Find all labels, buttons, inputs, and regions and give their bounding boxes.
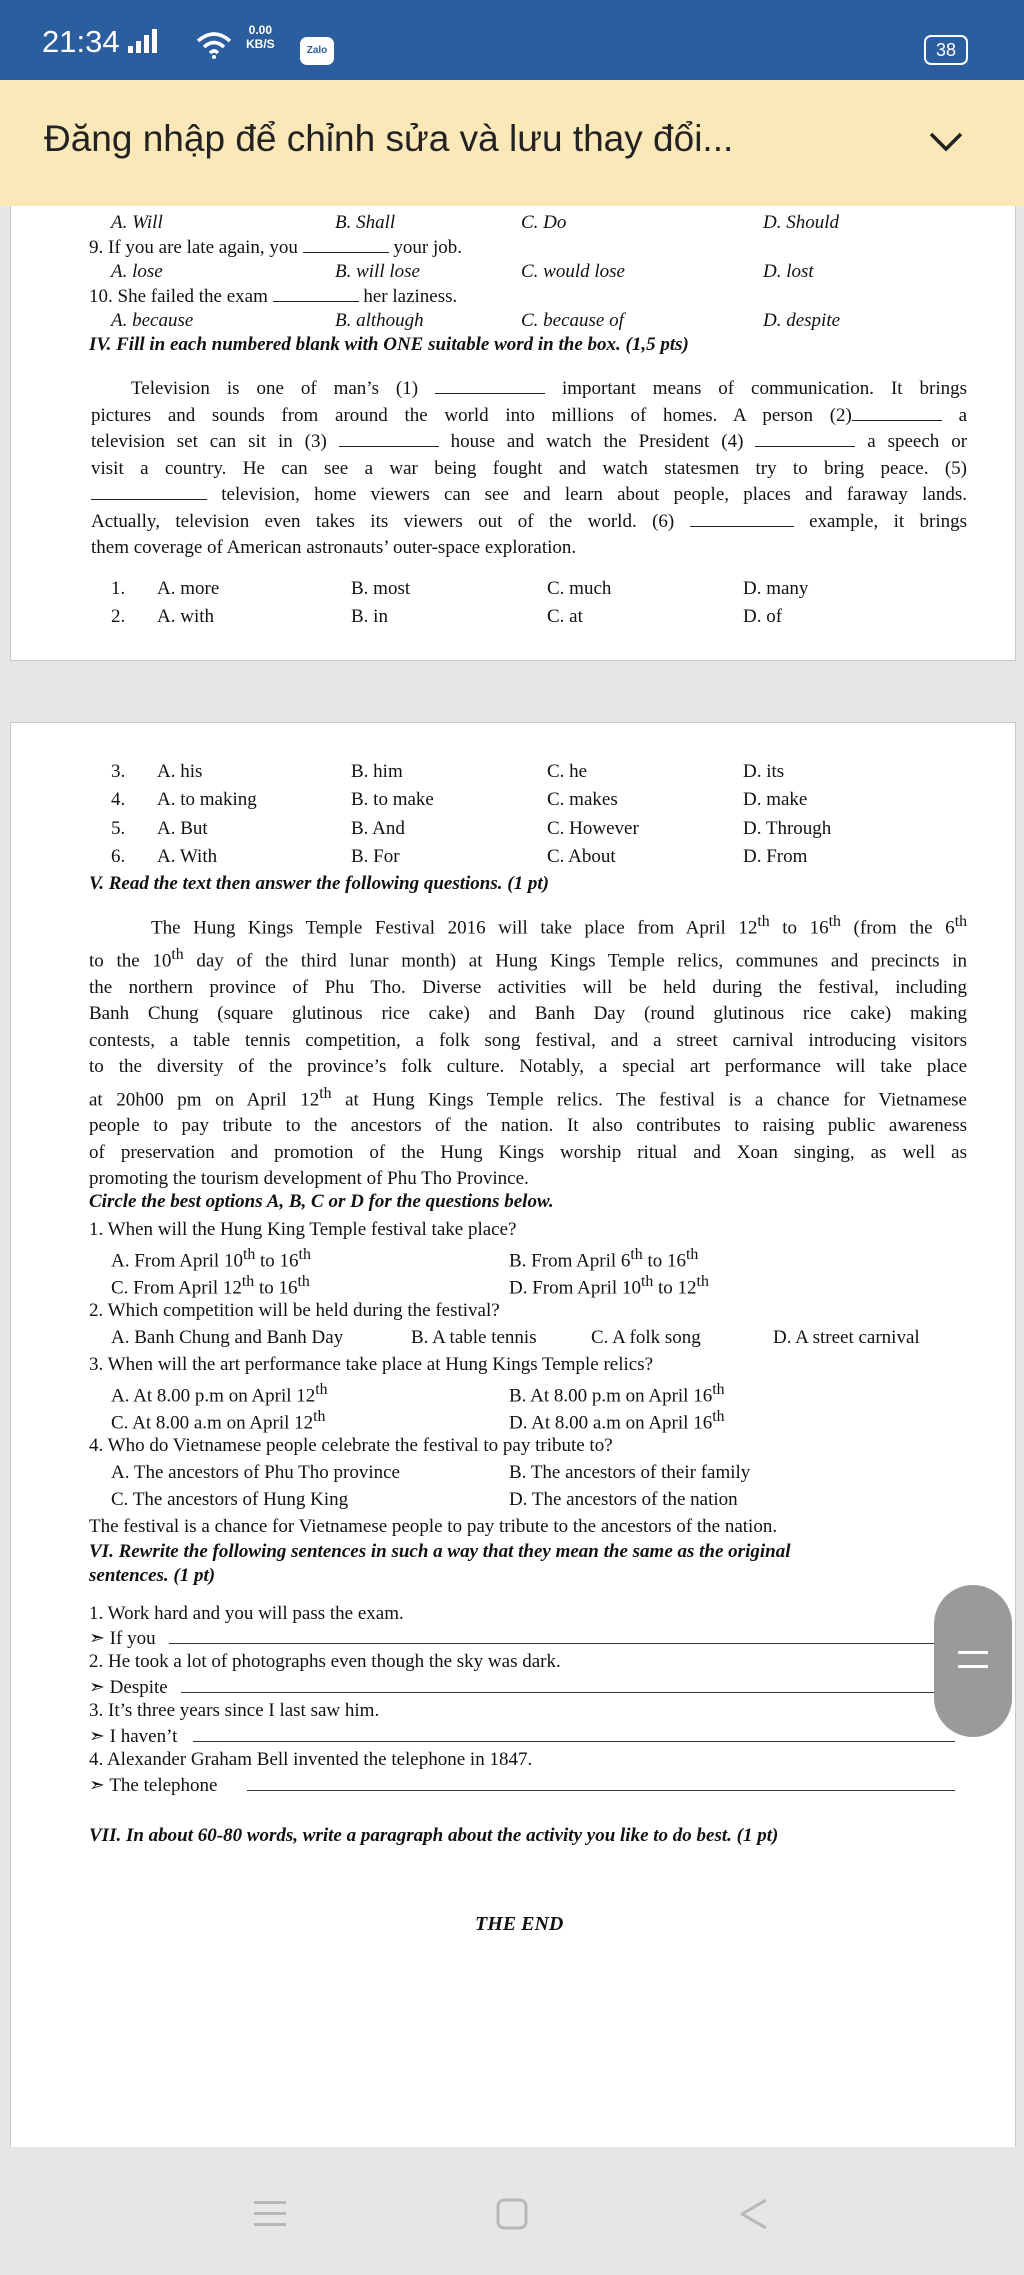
option-row-d: D. its — [743, 761, 785, 782]
document-page-2 — [10, 722, 1016, 2149]
option-row-num: 5. — [111, 818, 126, 839]
section-6-title: VI. Rewrite the following sentences in such a way that they mean the same as the original — [89, 1541, 791, 1562]
option-row-num: 4. — [111, 789, 126, 810]
banner-text: Đăng nhập để chỉnh sửa và lưu thay đổi... — [44, 118, 734, 159]
option-row-d: D. of — [743, 606, 783, 627]
q3-option-a: A. At 8.00 p.m on April 12th — [111, 1381, 328, 1407]
status-bar — [0, 0, 1024, 80]
rewrite-q2: 2. He took a lot of photographs even though the sky was dark. — [89, 1651, 561, 1672]
section-5-title: V. Read the text then answer the following questions. (1 pt) — [89, 873, 549, 894]
option-row-d: D. many — [743, 578, 809, 599]
rewrite-q1: 1. Work hard and you will pass the exam. — [89, 1603, 404, 1624]
option-row-b: B. in — [351, 606, 388, 627]
answer-line — [247, 1790, 955, 1791]
option-row-d: D. make — [743, 789, 808, 810]
option-row-c: C. at — [547, 606, 583, 627]
option-row-c: C. much — [547, 578, 612, 599]
q3-option-c: C. At 8.00 a.m on April 12th — [111, 1408, 326, 1434]
q4-option-a: A. The ancestors of Phu Tho province — [111, 1462, 400, 1483]
q1-option-c: C. From April 12th to 16th — [111, 1273, 310, 1299]
option-row-b: B. to make — [351, 789, 434, 810]
q1-option-a: A. From April 10th to 16th — [111, 1246, 311, 1272]
option-row-a: A. with — [157, 606, 214, 627]
q10-option-c: C. because of — [521, 310, 624, 331]
battery-icon: 38 — [924, 35, 968, 65]
option-row-num: 3. — [111, 761, 126, 782]
home-icon[interactable] — [496, 2198, 528, 2235]
q1-option-d: D. From April 10th to 12th — [509, 1273, 709, 1299]
q8-option-d: D. Should — [763, 212, 839, 233]
q4-option-b: B. The ancestors of their family — [509, 1462, 751, 1483]
q2-option-d: D. A street carnival — [773, 1327, 920, 1348]
chevron-down-icon[interactable] — [928, 130, 964, 159]
wifi-icon — [196, 30, 232, 65]
q9-option-a: A. lose — [111, 261, 163, 282]
option-row-a: A. With — [157, 846, 218, 867]
menu-icon[interactable] — [254, 2199, 286, 2234]
q8-option-a: A. Will — [111, 212, 163, 233]
network-speed: 0.00 KB/S — [246, 23, 275, 51]
option-row-d: D. From — [743, 846, 808, 867]
option-row-num: 1. — [111, 578, 126, 599]
option-row-a: A. to making — [157, 789, 257, 810]
option-row-b: B. And — [351, 818, 405, 839]
circle-instruction: Circle the best options A, B, C or D for the questions below. — [89, 1191, 554, 1212]
section-6-title-cont: sentences. (1 pt) — [89, 1565, 216, 1586]
question-4-stem: 4. Who do Vietnamese people celebrate the festival to pay tribute to? — [89, 1435, 613, 1456]
passage-hung-kings-festival: The Hung Kings Temple Festival 2016 will take place from April 12th to 16th (from the 6th to the 10th day of the third lunar month) at Hung Kings Temple relics, communes and precincts in the northern province of Phu Tho. Diverse activities will be held during the festival, including Banh Chung (square glutinous rice cake) and Banh Day (round glutinous rice cake) making contests, a table tennis competition, a folk song festival, and a street carnival introducing visitors to the diversity of the province’s folk culture. Notably, a special art performance will take place at 20h00 pm on April 12th at Hung Kings Temple relics. The festival is a chance for Vietnamese people to pay tribute to the ancestors of the nation. It also contributes to raising public awareness of preservation and promotion of the Hung Kings worship ritual and Xoan singing, as well as promoting the tourism development of Phu Tho Province. — [89, 913, 967, 1190]
q2-option-a: A. Banh Chung and Banh Day — [111, 1327, 344, 1348]
answer-line — [169, 1643, 969, 1644]
document-page-1 — [10, 206, 1016, 661]
system-nav-bar — [0, 2147, 1024, 2275]
option-row-num: 2. — [111, 606, 126, 627]
the-end: THE END — [475, 1913, 564, 1935]
rewrite-a4: ➣ The telephone — [89, 1775, 218, 1796]
q3-option-d: D. At 8.00 a.m on April 16th — [509, 1408, 725, 1434]
question-1-stem: 1. When will the Hung King Temple festival take place? — [89, 1219, 517, 1240]
q2-option-b: B. A table tennis — [411, 1327, 537, 1348]
rewrite-q4: 4. Alexander Graham Bell invented the telephone in 1847. — [89, 1749, 533, 1770]
q9-option-c: C. would lose — [521, 261, 625, 282]
signal-icon — [124, 28, 184, 61]
option-row-c: C. However — [547, 818, 639, 839]
zalo-icon: Zalo — [300, 37, 334, 65]
option-row-c: C. makes — [547, 789, 618, 810]
option-row-a: A. his — [157, 761, 203, 782]
scroll-handle[interactable] — [934, 1585, 1012, 1737]
status-time: 21:34 — [42, 24, 120, 59]
rewrite-q3: 3. It’s three years since I last saw him. — [89, 1700, 380, 1721]
q9-option-d: D. lost — [763, 261, 814, 282]
option-row-b: B. most — [351, 578, 411, 599]
option-row-b: B. him — [351, 761, 403, 782]
login-to-edit-banner[interactable] — [0, 80, 1024, 206]
section-4-title: IV. Fill in each numbered blank with ONE suitable word in the box. (1,5 pts) — [89, 334, 689, 355]
option-row-a: A. But — [157, 818, 208, 839]
passage-television: Television is one of man’s (1) important means of communication. It brings pictures and sounds from around the world into millions of homes. A person (2) a television set can sit in (3) house and watch the President (4) a speech or visit a country. He can see a war being fought and watch statesmen try to bring peace. (5) television, home viewers can see and learn about people, places and faraway lands. Actually, television even takes its viewers out of the world. (6) example, it brings them coverage of American astronauts’ outer-space exploration. — [91, 378, 968, 558]
question-3-stem: 3. When will the art performance take place at Hung Kings Temple relics? — [89, 1354, 654, 1375]
q4-option-c: C. The ancestors of Hung King — [111, 1489, 349, 1510]
option-row-d: D. Through — [743, 818, 832, 839]
q9-option-b: B. will lose — [335, 261, 420, 282]
q10-option-a: A. because — [111, 310, 194, 331]
question-2-stem: 2. Which competition will be held during the festival? — [89, 1300, 500, 1321]
rewrite-a1: ➣ If you — [89, 1628, 156, 1649]
rewrite-a2: ➣ Despite — [89, 1677, 168, 1698]
q8-option-c: C. Do — [521, 212, 567, 233]
q1-option-b: B. From April 6th to 16th — [509, 1246, 699, 1272]
q8-option-b: B. Shall — [335, 212, 396, 233]
q2-option-c: C. A folk song — [591, 1327, 701, 1348]
section-7-title: VII. In about 60-80 words, write a paragraph about the activity you like to do best. (1 pt) — [89, 1825, 779, 1846]
option-row-num: 6. — [111, 846, 126, 867]
answer-sentence: The festival is a chance for Vietnamese people to pay tribute to the ancestors of the nation. — [89, 1516, 778, 1537]
q4-option-d: D. The ancestors of the nation — [509, 1489, 738, 1510]
option-row-a: A. more — [157, 578, 220, 599]
q9-stem: 9. If you are late again, you your job. — [89, 237, 463, 258]
q3-option-b: B. At 8.00 p.m on April 16th — [509, 1381, 725, 1407]
q10-option-b: B. although — [335, 310, 424, 331]
option-row-b: B. For — [351, 846, 400, 867]
option-row-c: C. he — [547, 761, 588, 782]
q10-stem: 10. She failed the exam her laziness. — [89, 286, 458, 307]
answer-line — [181, 1692, 969, 1693]
option-row-c: C. About — [547, 846, 616, 867]
back-icon[interactable] — [738, 2197, 770, 2236]
answer-line — [193, 1741, 955, 1742]
rewrite-a3: ➣ I haven’t — [89, 1726, 178, 1747]
q10-option-d: D. despite — [763, 310, 841, 331]
